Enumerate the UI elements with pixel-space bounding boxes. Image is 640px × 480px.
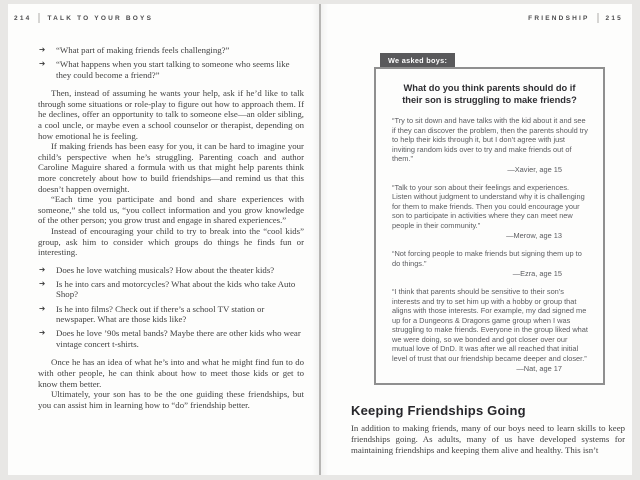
bullet-item [38, 328, 304, 349]
header-rule [38, 13, 40, 23]
we-asked-boys-tab: We asked boys: [380, 53, 455, 68]
arrow-bullet-icon: ➔ [39, 264, 46, 274]
quote-box-title: What do you think parents should do if their son is struggling to make friends? [402, 83, 577, 105]
quote-text: “I think that parents should be sensitive to their son’s interests and try to set him up with a hobby or group that aligns with those interests. For example, my dad signed me up for a Dungeons & Dragons game group when I was struggling to make friends. Everyone in the group liked what we were doing, so we bonded and got closer over our mutual love of DnD. It was after we all reached that initial level of trust that our friendship became deeper and closer.” [392, 287, 588, 363]
section-heading: Keeping Friendships Going [351, 403, 526, 418]
folio-right: 215 [605, 14, 623, 22]
body-paragraph: If making friends has been easy for you, it can be hard to imagine your child’s perspective when he’s struggling. Parenting coach and author Caroline Maguire shared a formula with us that might help parents think more concretely about how to build friendships—and remind us that this doesn’t happen overnight. [38, 141, 304, 194]
left-page-body [38, 45, 304, 410]
quote-attribution: —Xavier, age 15 [507, 164, 562, 174]
quote-box [374, 67, 605, 385]
header-rule [597, 13, 599, 23]
bullet-text: Is he into films? Check out if there’s a school TV station or newspaper. What are those kids like? [56, 303, 265, 325]
bullet-item [38, 304, 304, 325]
question-bullet-list [38, 45, 304, 80]
body-paragraph: Then, instead of assuming he wants your help, ask if he’d like to talk through some situations or role-play to figure out how to approach them. If he declines, offer an opportunity to talk to someone else—an older sibling, a cool uncle, or maybe even a school counselor or therapist, depending on how emotional he is feeling. [38, 88, 304, 141]
page-header-left [14, 13, 153, 23]
bullet-text: “What happens when you start talking to someone who seems like they could become a friend?” [56, 59, 290, 80]
quote-item [389, 249, 590, 278]
running-head-left: TALK TO YOUR BOYS [47, 14, 154, 22]
quote-item [389, 116, 590, 174]
bullet-item [38, 45, 304, 56]
arrow-bullet-icon: ➔ [39, 59, 46, 69]
arrow-bullet-icon: ➔ [39, 278, 46, 288]
section-paragraph: In addition to making friends, many of our boys need to learn skills to keep friendships going. As adults, many of us have developed systems for maintaining friendships and keeping them alive and healthy. This isn’t [351, 423, 625, 455]
bullet-item [38, 265, 304, 276]
page-header-right [528, 13, 623, 23]
quote-attribution: —Ezra, age 15 [512, 269, 562, 278]
body-paragraph: Ultimately, your son has to be the one guiding these friendships, but you can assist him in learning how to “do” friendship better. [38, 389, 304, 410]
bullet-text: “What part of making friends feels challenging?” [56, 45, 230, 55]
quote-text: “Not forcing people to make friends but signing them up to do things.” [392, 249, 582, 268]
quote-attribution: —Nat, age 17 [516, 364, 562, 373]
quote-attribution: —Merow, age 13 [506, 231, 562, 240]
bullet-text: Is he into cars and motorcycles? What about the kids who take Auto Shop? [56, 278, 296, 300]
folio-left: 214 [14, 14, 32, 22]
body-paragraph: “Each time you participate and bond and share experiences with someone,” she told us, “you collect information and you grow knowledge of the other person; you grow trust and engage in shared experiences.” [38, 194, 304, 226]
quote-item [389, 183, 590, 241]
quote-text: “Try to sit down and have talks with the kid about it and see if they can discover the problem, then the parents should try to help their kids through it, but I don’t agree with just inviting random kids over to try and make friends out of them.” [392, 116, 588, 163]
bullet-item [38, 279, 304, 300]
arrow-bullet-icon: ➔ [39, 328, 46, 338]
quote-text: “Talk to your son about their feelings and experiences. Listen without judgment to understand why it is challenging for them to make friends. Then you could encourage your son to participate in activities where they can meet new people in their community.” [392, 182, 585, 230]
page-left [8, 4, 319, 475]
bullet-text: Does he love watching musicals? How about the theater kids? [56, 264, 275, 275]
idea-bullet-list [38, 265, 304, 350]
quote-item [389, 287, 590, 373]
body-paragraph: Instead of encouraging your child to try to break into the “cool kids” group, ask him to consider which groups do things he finds fun or interesting. [38, 226, 304, 258]
bullet-item [38, 59, 304, 80]
running-head-right: FRIENDSHIP [528, 14, 590, 22]
body-paragraph: Once he has an idea of what he’s into and what he might find fun to do with other people, he can think about how to meet those kids or get to know them better. [38, 357, 304, 389]
arrow-bullet-icon: ➔ [39, 303, 46, 313]
arrow-bullet-icon: ➔ [39, 45, 46, 54]
bullet-text: Does he love ’90s metal bands? Maybe there are other kids who wear vintage concert t-shirts. [56, 328, 301, 349]
open-book [8, 4, 632, 475]
page-right [321, 4, 632, 475]
